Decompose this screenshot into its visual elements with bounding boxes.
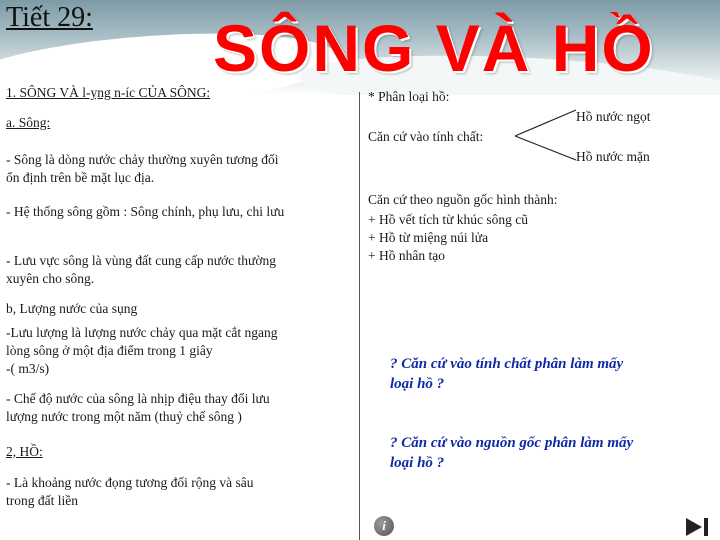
list-item: + Hồ vết tích từ khúc sông cũ (368, 212, 529, 227)
salt-water-lake: Hồ nước mặn (576, 149, 650, 164)
by-origin-label: Căn cứ theo nguồn gốc hình thành: (368, 192, 558, 207)
text-line: -Lưu lượng là lượng nước chảy qua mặt cắt ngang (6, 325, 278, 340)
river-regime (6, 390, 270, 426)
column-divider (359, 92, 360, 540)
next-slide-icon[interactable] (684, 516, 710, 538)
section2-heading: 2, HỒ: (6, 444, 43, 459)
text-line: trong đất liền (6, 493, 78, 508)
lake-definition (6, 474, 254, 510)
text-line: ? Căn cứ vào nguồn gốc phân làm mấy (390, 435, 634, 451)
branch-lines (500, 100, 580, 170)
list-item: + Hồ nhân tạo (368, 248, 445, 263)
text-line: - Lưu vực sông là vùng đất cung cấp nước thường (6, 253, 276, 268)
lesson-number: Tiết 29: (6, 2, 93, 33)
by-property-label: Căn cứ vào tính chất: (368, 129, 484, 144)
text-line: xuyên cho sông. (6, 271, 95, 286)
subsection-b-heading: b, Lượng nước của sụng (6, 301, 138, 316)
text-line: ổn định trên bề mặt lục địa. (6, 170, 155, 185)
river-basin (6, 252, 276, 288)
subsection-a-heading: a. Sông: (6, 115, 51, 130)
text-line: - Chế độ nước của sông là nhịp điệu thay đổi lưu (6, 391, 270, 406)
info-icon[interactable]: i (374, 516, 394, 536)
text-line: -( m3/s) (6, 361, 50, 376)
question-1 (390, 354, 623, 394)
question-2 (390, 433, 633, 473)
river-flow (6, 324, 277, 378)
river-system: - Hệ thống sông gồm : Sông chính, phụ lưu, chi lưu (6, 204, 285, 219)
text-line: lượng nước trong một năm (thuỷ chế sông ) (6, 409, 242, 424)
section1-heading: 1. SÔNG VÀ l-ỵng n-íc CỦA SÔNG: (6, 85, 211, 100)
text-line: lòng sông ở một địa điểm trong 1 giây (6, 343, 213, 358)
text-line: - Là khoảng nước đọng tương đối rộng và sâu (6, 475, 254, 490)
origin-list (368, 211, 528, 265)
text-line: loại hồ ? (390, 455, 445, 471)
text-line: loại hồ ? (390, 376, 445, 392)
text-line: - Sông là dòng nước chảy thường xuyên tương đối (6, 152, 279, 167)
river-definition (6, 151, 278, 187)
text-line: ? Căn cứ vào tính chất phân làm mấy (390, 356, 624, 372)
lake-classification-heading: * Phân loại hồ: (368, 89, 450, 104)
fresh-water-lake: Hồ nước ngọt (576, 109, 651, 124)
list-item: + Hồ từ miệng núi lửa (368, 230, 489, 245)
slide-title: SÔNG VÀ HỒ (213, 11, 655, 85)
